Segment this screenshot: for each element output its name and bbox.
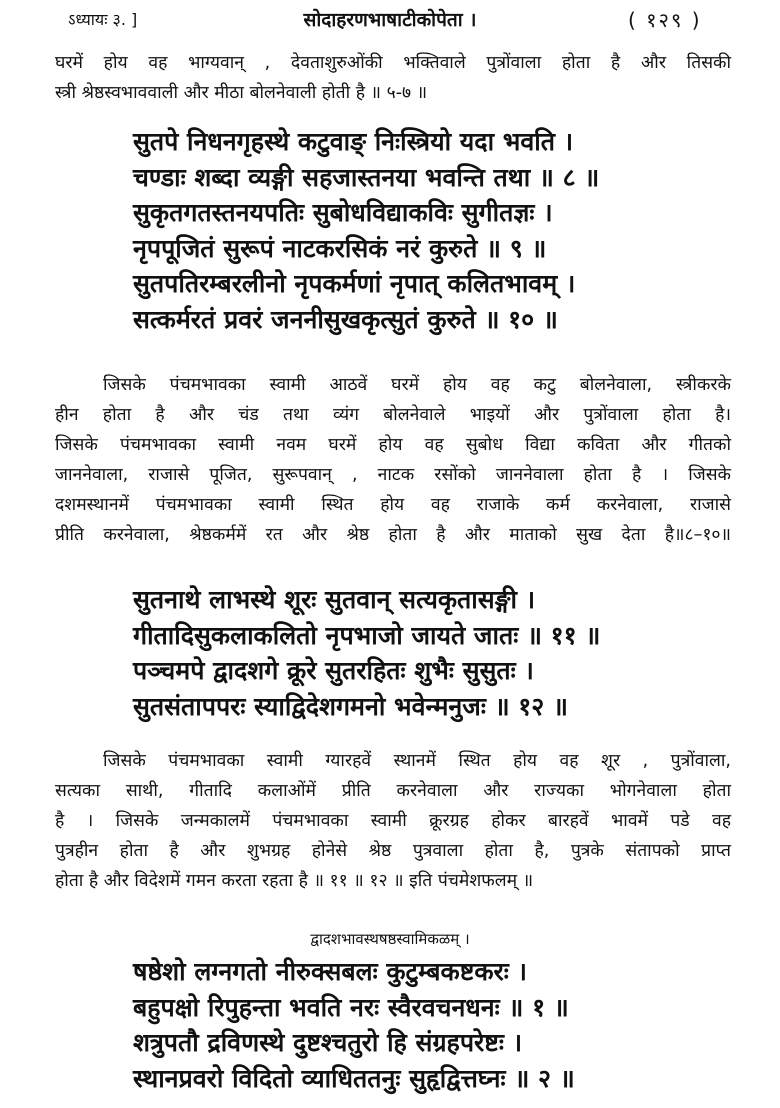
text-line: जिसके पंचमभावका स्वामी आठवें घरमें होय वह कटु बोलनेवाला, स्त्रीकरके bbox=[103, 375, 731, 395]
sanskrit-verse-block bbox=[133, 582, 733, 724]
text-line: सत्यका साथी, गीतादि कलाओंमें प्रीति करनेवाला और राज्यका भोगनेवाला होता bbox=[55, 781, 731, 801]
text-line: है । जिसके जन्मकालमें पंचमभावका स्वामी क्रूरग्रह होकर बारहवें भावमें पडे वह bbox=[55, 811, 731, 831]
text-line: हीन होता है और चंड तथा व्यंग बोलनेवाले भाइयों और पुत्रोंवाला होता है। bbox=[55, 405, 731, 425]
verse-line: सुतपे निधनगृहस्थे कटुवाङ् निःस्त्रियो यदा भवति । bbox=[133, 127, 574, 156]
commentary-paragraph bbox=[55, 370, 731, 550]
verse-line: शत्रुपतौ द्रविणस्थे दुष्टश्चतुरो हि संग्रहपरेष्टः । bbox=[133, 1028, 523, 1057]
text-line: जिसके पंचमभावका स्वामी नवम घरमें होय वह सुबोध विद्या कविता और गीतको bbox=[55, 435, 731, 455]
text-line: जिसके पंचमभावका स्वामी ग्यारहवें स्थानमें स्थित होय वह शूर , पुत्रोंवाला, bbox=[103, 751, 731, 771]
text-line: होता है और विदेशमें गमन करता रहता है ॥ ११ ॥ १२ ॥ इति पंचमेशफलम् ॥ bbox=[55, 871, 534, 891]
verse-line: षष्ठेशो लग्नगतो नीरुक्सबलः कुटुम्बकष्टकरः । bbox=[133, 957, 528, 986]
page-number: ( १२९ ) bbox=[628, 8, 702, 32]
verse-line: गीतादिसुकलाकलितो नृपभाजो जायते जातः ॥ ११ ॥ bbox=[133, 620, 601, 650]
verse-line: स्थानप्रवरो विदितो व्याधिततनुः सुहृद्वित्तघ्नः ॥ २ ॥ bbox=[133, 1063, 575, 1093]
commentary-paragraph bbox=[55, 48, 731, 108]
verse-line: सुकृतगतस्तनयपतिः सुबोधविद्याकविः सुगीतज्ञः । bbox=[133, 198, 553, 227]
chapter-label: ऽध्यायः ३. ] bbox=[68, 10, 138, 29]
verse-line: सुतसंतापपरः स्याद्विदेशगमनो भवेन्मनुजः ॥ १२ ॥ bbox=[133, 691, 568, 721]
section-subheading: द्वादशभावस्थषष्ठस्वामिकळम् । bbox=[310, 930, 470, 948]
text-line: प्रीति करनेवाला, श्रेष्ठकर्ममें रत और श्रेष्ठ होता है और माताको सुख देता है॥८–१०॥ bbox=[55, 525, 731, 545]
commentary-paragraph bbox=[55, 746, 731, 896]
verse-line: बहुपक्षो रिपुहन्ता भवति नरः स्वैरवचनधनः ॥ १ ॥ bbox=[133, 992, 569, 1022]
text-line: घरमें होय वह भाग्यवान् , देवताशुरुओंकी भक्तिवाले पुत्रोंवाला होता है और तिसकी bbox=[55, 53, 731, 73]
verse-line: सत्कर्मरतं प्रवरं जननीसुखकृत्सुतं कुरुते ॥ १० ॥ bbox=[133, 304, 558, 334]
verse-line: सुतपतिरम्बरलीनो नृपकर्मणां नृपात् कलितभावम् । bbox=[133, 269, 576, 298]
running-title: सोदाहरणभाषाटीकोपेता । bbox=[303, 9, 477, 31]
page-header bbox=[0, 4, 780, 34]
sanskrit-verse-block bbox=[133, 124, 733, 337]
text-line: दशमस्थानमें पंचमभावका स्वामी स्थित होय वह राजाके कर्म करनेवाला, राजासे bbox=[55, 495, 731, 515]
verse-line: चण्डाः शब्दा व्यङ्गी सहजास्तनया भवन्ति तथा ॥ ८ ॥ bbox=[133, 162, 600, 192]
verse-line: सुतनाथे लाभस्थे शूरः सुतवान् सत्यकृतासङ्गी । bbox=[133, 585, 536, 614]
verse-line: पञ्चमपे द्वादशगे क्रूरे सुतरहितः शुभैः सुसुतः । bbox=[133, 656, 534, 685]
text-line: स्त्री श्रेष्ठस्वभाववाली और मीठा बोलनेवाली होती है ॥ ५-७ ॥ bbox=[55, 83, 428, 103]
verse-line: नृपपूजितं सुरूपं नाटकरसिकं नरं कुरुते ॥ ९ ॥ bbox=[133, 233, 547, 263]
text-line: जाननेवाला, राजासे पूजित, सुरूपवान् , नाटक रसोंको जाननेवाला होता है । जिसके bbox=[55, 465, 731, 485]
text-line: पुत्रहीन होता है और शुभग्रह होनेसे श्रेष्ठ पुत्रवाला होता है, पुत्रके संतापको प्राप्त bbox=[55, 841, 731, 861]
sanskrit-verse-block bbox=[133, 954, 733, 1096]
